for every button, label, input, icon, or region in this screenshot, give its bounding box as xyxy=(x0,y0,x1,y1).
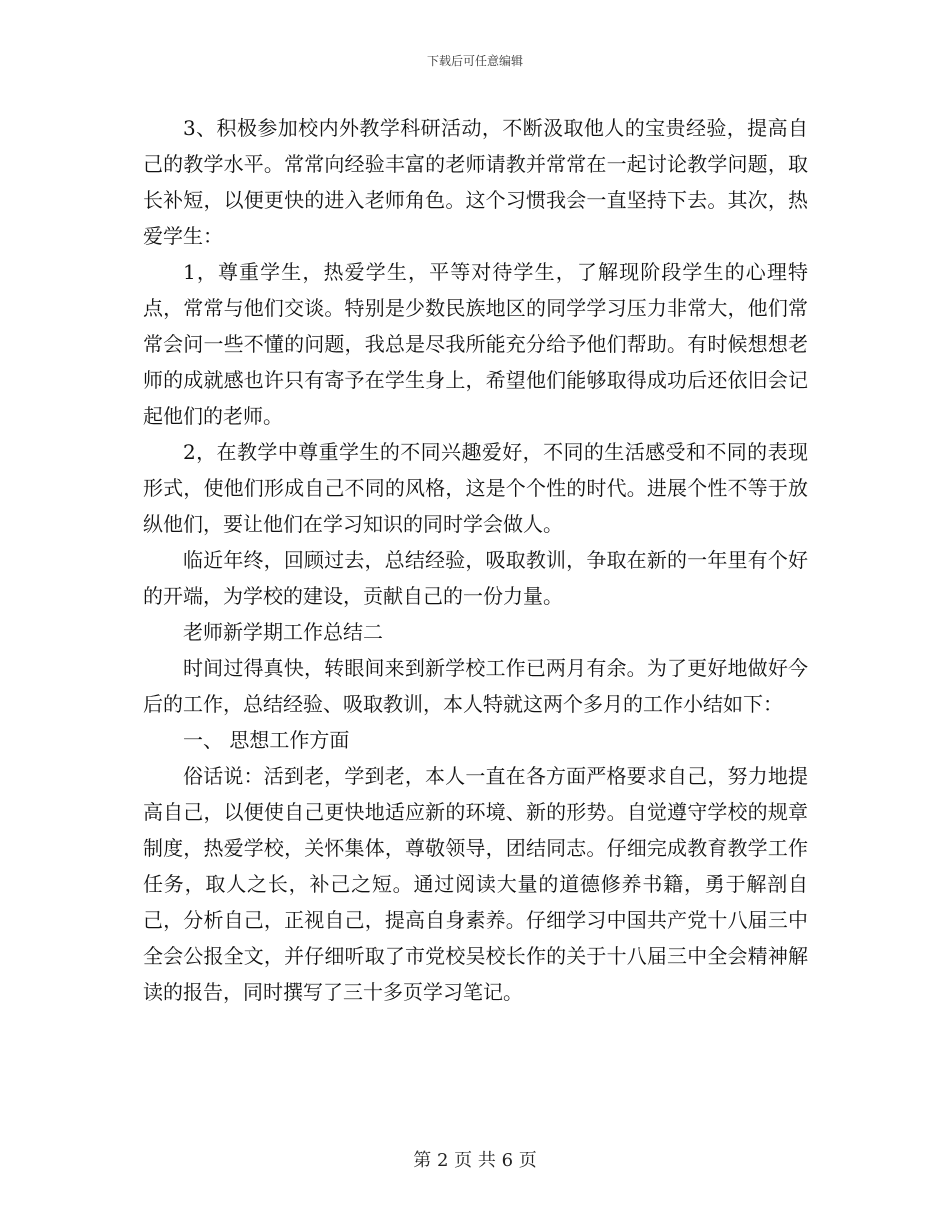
paragraph-intro: 时间过得真快，转眼间来到新学校工作已两月有余。为了更好地做好今后的工作，总结经验、吸取教训，本人特就这两个多月的工作小结如下： xyxy=(143,656,808,716)
page-header-note: 下载后可任意编辑 xyxy=(426,54,523,68)
section-title-summary-two: 老师新学期工作总结二 xyxy=(183,620,383,644)
paragraph-respect-students: 1，尊重学生，热爱学生，平等对待学生，了解现阶段学生的心理特点，常常与他们交谈。特别是少数民族地区的同学学习压力非常大，他们常常会问一些不懂的问题，我总是尽我所能充分给予他们帮助。有时候想想老师的成就感也许只有寄予在学生身上，希望他们能够取得成功后还依旧会记起他们的老师。 xyxy=(143,260,808,428)
document-body xyxy=(143,110,808,1010)
paragraph-research-activities: 3、积极参加校内外教学科研活动，不断汲取他人的宝贵经验，提高自己的教学水平。常常向经验丰富的老师请教并常常在一起讨论教学问题，取长补短，以便更快的进入老师角色。这个习惯我会一直坚持下去。其次，热爱学生： xyxy=(143,116,808,248)
paragraph-year-end: 临近年终，回顾过去，总结经验，吸取教训，争取在新的一年里有个好的开端，为学校的建设，贡献自己的一份力量。 xyxy=(143,548,808,608)
paragraph-student-interests: 2，在教学中尊重学生的不同兴趣爱好，不同的生活感受和不同的表现形式，使他们形成自己不同的风格，这是个个性的时代。进展个性不等于放纵他们，要让他们在学习知识的同时学会做人。 xyxy=(143,440,808,536)
section-heading-ideology: 一、 思想工作方面 xyxy=(183,728,350,752)
paragraph-ideology-work: 俗话说：活到老，学到老，本人一直在各方面严格要求自己，努力地提高自己，以便使自己更快地适应新的环境、新的形势。自觉遵守学校的规章制度，热爱学校，关怀集体，尊敬领导，团结同志。仔细完成教育教学工作任务，取人之长，补己之短。通过阅读大量的道德修养书籍，勇于解剖自己，分析自己，正视自己，提高自身素养。仔细学习中国共产党十八届三中全会公报全文，并仔细听取了市党校吴校长作的关于十八届三中全会精神解读的报告，同时撰写了三十多页学习笔记。 xyxy=(143,764,808,1004)
page-number: 第 2 页 共 6 页 xyxy=(413,1150,537,1171)
